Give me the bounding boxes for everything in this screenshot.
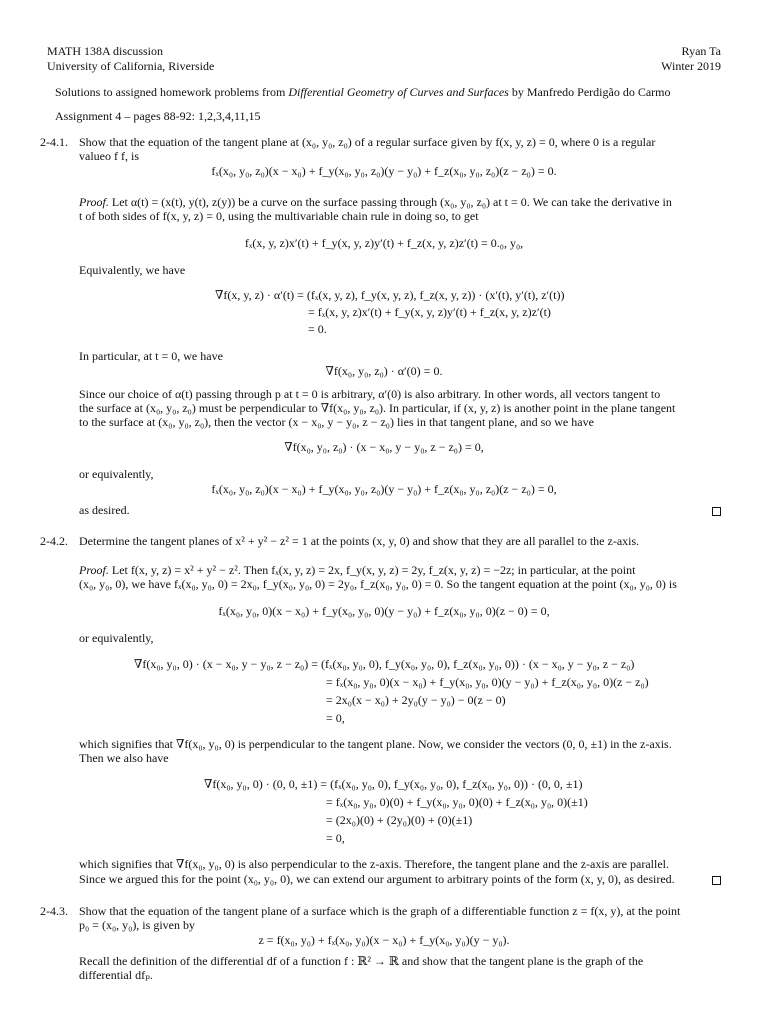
- intro-suffix: by Manfredo Perdigão do Carmo: [508, 85, 671, 99]
- problem-statement: Show that the equation of the tangent plane of a surface which is the graph of a differentiable function z = f(x, y), at the point: [79, 904, 681, 918]
- display-equation: fₓ(x₀, y₀, 0)(x − x₀) + f_y(x₀, y₀, 0)(y − y₀) + f_z(x₀, y₀, 0)(z − 0) = 0,: [218, 604, 550, 618]
- display-equation: z = f(x₀, y₀) + fₓ(x₀, y₀)(x − x₀) + f_y(x₀, y₀)(y − y₀).: [258, 933, 510, 947]
- proof-text: t of both sides of f(x, y, z) = 0, using the multivariable chain rule in doing so, to get: [79, 209, 479, 223]
- proof-paragraph: [79, 195, 672, 210]
- aligned-equation: ∇f(x, y, z) · α′(t) = (fₓ(x, y, z), f_y(x, y, z), f_z(x, y, z)) · (x′(t), y′(t), z′(t)): [215, 288, 565, 302]
- proof-text: (x₀, y₀, 0), we have fₓ(x₀, y₀, 0) = 2x₀, f_y(x₀, y₀, 0) = 2y₀, f_z(x₀, y₀, 0) = 0. So the tangent equation at the point (x₀, y₀, 0) is: [79, 577, 677, 591]
- text-line: or equivalently,: [79, 631, 154, 645]
- problem-number: 2-4.3.: [40, 904, 68, 918]
- university-name: University of California, Riverside: [47, 59, 215, 73]
- term: Winter 2019: [661, 59, 721, 73]
- aligned-equation: = 0,: [326, 711, 345, 725]
- aligned-equation: = 2x₀(x − x₀) + 2y₀(y − y₀) − 0(z − 0): [326, 693, 506, 707]
- display-equation: fₓ(x₀, y₀, z₀)(x − x₀) + f_y(x₀, y₀, z₀)(y − y₀) + f_z(x₀, y₀, z₀)(z − z₀) = 0,: [211, 482, 557, 496]
- text-line: which signifies that ∇f(x₀, y₀, 0) is perpendicular to the tangent plane. Now, we consider the vectors (0, 0, ±1) in the z-axis.: [79, 737, 672, 751]
- aligned-equation: = (2x₀)(0) + (2y₀)(0) + (0)(±1): [326, 813, 473, 827]
- proof-text: Let α(t) = (x(t), y(t), z(y)) be a curve on the surface passing through (x₀, y₀, z₀) at t = 0. We can take the derivative in: [108, 195, 672, 209]
- text-line: differential dfₚ.: [79, 968, 153, 982]
- text-line: the surface at (x₀, y₀, z₀) must be perpendicular to ∇f(x₀, y₀, z₀). In particular, if (x, y, z) is another point in the plane tangent: [79, 401, 676, 415]
- text-line: In particular, at t = 0, we have: [79, 349, 223, 363]
- author-name: Ryan Ta: [681, 44, 721, 58]
- display-equation: fₓ(x₀, y₀, z₀)(x − x₀) + f_y(x₀, y₀, z₀)(y − y₀) + f_z(x₀, y₀, z₀)(z − z₀) = 0.: [211, 164, 557, 178]
- proof-text: Let f(x, y, z) = x² + y² − z². Then fₓ(x, y, z) = 2x, f_y(x, y, z) = 2y, f_z(x, y, z) = −2z; in particular, at the point: [108, 563, 636, 577]
- aligned-equation: ∇f(x₀, y₀, 0) · (0, 0, ±1) = (fₓ(x₀, y₀, 0), f_y(x₀, y₀, 0), f_z(x₀, y₀, 0)) · (0, 0, ±1): [204, 777, 583, 791]
- qed-square-icon: [712, 507, 721, 516]
- problem-number: 2-4.1.: [40, 135, 68, 149]
- problem-statement: Show that the equation of the tangent plane at (x₀, y₀, z₀) of a regular surface given by f(x, y, z) = 0, where 0 is a regular: [79, 135, 656, 149]
- book-title: Differential Geometry of Curves and Surfaces: [288, 85, 509, 99]
- proof-label: Proof.: [79, 563, 109, 577]
- text-line: Recall the definition of the differential df of a function f : ℝ² → ℝ and show that the tangent plane is the graph of the: [79, 954, 644, 968]
- text-line: Then we also have: [79, 751, 169, 765]
- aligned-equation: ∇f(x₀, y₀, 0) · (x − x₀, y − y₀, z − z₀) = (fₓ(x₀, y₀, 0), f_y(x₀, y₀, 0), f_z(x₀, y₀, 0)) · (x − x₀, y − y₀, z − z₀): [134, 657, 635, 671]
- text-line: to the surface at (x₀, y₀, z₀), then the vector (x − x₀, y − y₀, z − z₀) lies in that tangent plane, and so we have: [79, 415, 594, 429]
- qed-square-icon: [712, 876, 721, 885]
- aligned-equation: = 0.: [308, 322, 327, 336]
- text-line: Since we argued this for the point (x₀, y₀, 0), we can extend our argument to arbitrary points of the form (x, y, 0), as desired.: [79, 872, 675, 886]
- aligned-equation: = fₓ(x, y, z)x′(t) + f_y(x, y, z)y′(t) + f_z(x, y, z)z′(t): [308, 305, 551, 319]
- aligned-equation: = 0,: [326, 831, 345, 845]
- text-line: Since our choice of α(t) passing through p at t = 0 is arbitrary, α′(0) is also arbitrary. In other words, all vectors tangent to: [79, 387, 661, 401]
- display-equation: ∇f(x₀, y₀, z₀) · (x − x₀, y − y₀, z − z₀) = 0,: [284, 440, 484, 454]
- text-line: Equivalently, we have: [79, 263, 186, 277]
- display-equation: ∇f(x₀, y₀, z₀) · α′(0) = 0.: [325, 364, 443, 378]
- aligned-equation: = fₓ(x₀, y₀, 0)(x − x₀) + f_y(x₀, y₀, 0)(y − y₀) + f_z(x₀, y₀, 0)(z − z₀): [326, 675, 649, 689]
- intro-prefix: Solutions to assigned homework problems from: [55, 85, 289, 99]
- problem-statement: p₀ = (x₀, y₀), is given by: [79, 918, 195, 932]
- proof-label: Proof.: [79, 195, 109, 209]
- problem-number: 2-4.2.: [40, 534, 68, 548]
- display-equation: fₓ(x, y, z)x′(t) + f_y(x, y, z)y′(t) + f_z(x, y, z)z′(t) = 0.₀, y₀,: [244, 236, 524, 250]
- proof-paragraph: [79, 563, 635, 578]
- problem-statement: valueo f f, is: [79, 149, 139, 163]
- problem-statement: Determine the tangent planes of x² + y² − z² = 1 at the points (x, y, 0) and show that they are all parallel to the z-axis.: [79, 534, 640, 548]
- text-line: which signifies that ∇f(x₀, y₀, 0) is also perpendicular to the z-axis. Therefore, the tangent plane and the z-axis are parallel.: [79, 857, 669, 871]
- aligned-equation: = fₓ(x₀, y₀, 0)(0) + f_y(x₀, y₀, 0)(0) + f_z(x₀, y₀, 0)(±1): [326, 795, 588, 809]
- text-line: or equivalently,: [79, 467, 154, 481]
- assignment-line: Assignment 4 – pages 88-92: 1,2,3,4,11,15: [55, 109, 261, 123]
- course-name: MATH 138A discussion: [47, 44, 164, 58]
- intro-line: [55, 85, 671, 100]
- text-line: as desired.: [79, 503, 130, 517]
